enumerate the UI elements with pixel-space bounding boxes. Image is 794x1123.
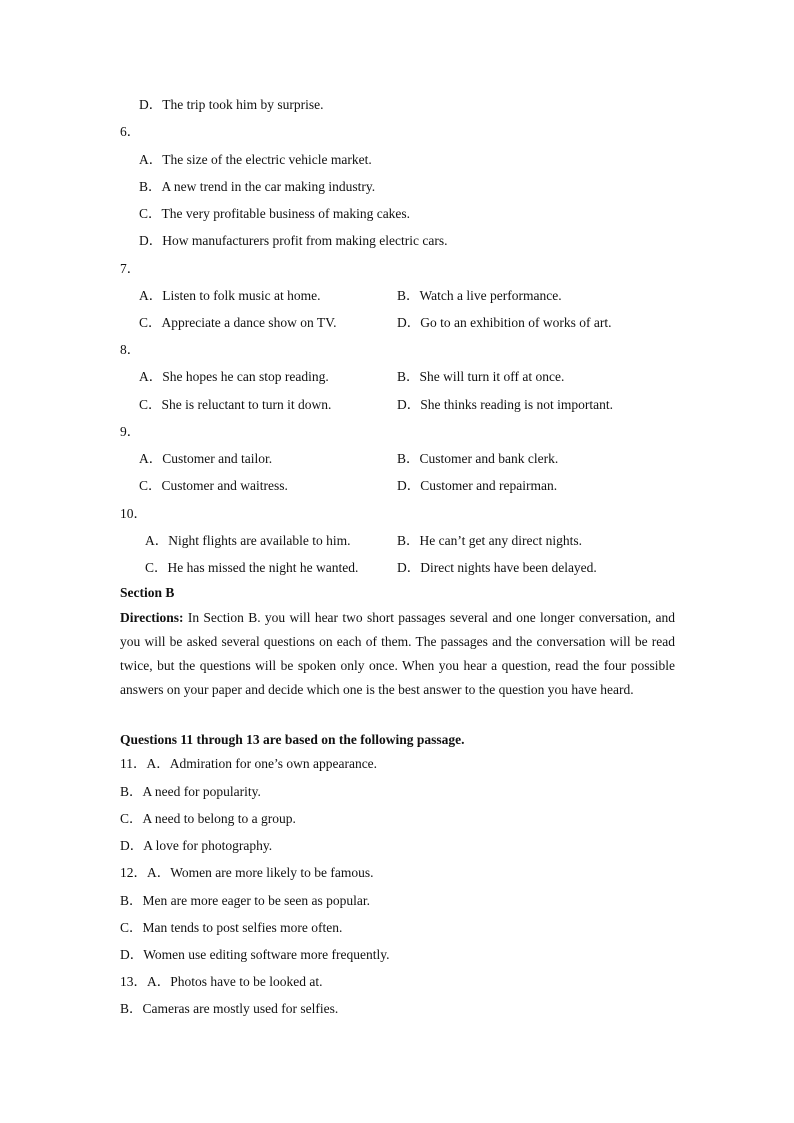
q8-option-c: C．She is reluctant to turn it down. — [139, 397, 332, 412]
q7-option-b: B．Watch a live performance. — [397, 288, 562, 303]
q12-option-c: C．Man tends to post selfies more often. — [120, 920, 343, 935]
q8-option-d: D．She thinks reading is not important. — [397, 397, 613, 412]
directions-text: In Section B. you will hear two short passages several and one longer conversation, and you will be asked several questions on each of them. The passages and the conversation will be read twice, but the questions will be spoken only once. When you hear a question, read the four possible answers on your paper and decide which one is the best answer to the question you have heard. — [120, 610, 675, 697]
q12-option-d: D．Women use editing software more frequently. — [120, 947, 390, 962]
q11-option-a: 11．A．Admiration for one’s own appearance. — [120, 756, 378, 771]
q10-option-a: A．Night flights are available to him. — [145, 533, 351, 548]
q7-option-c: C．Appreciate a dance show on TV. — [139, 315, 337, 330]
q10-option-d: D．Direct nights have been delayed. — [397, 560, 597, 575]
q9-number: 9． — [120, 424, 141, 439]
q11-option-d: D．A love for photography. — [120, 838, 273, 853]
section-b-directions — [120, 606, 675, 702]
q11-option-b: B．A need for popularity. — [120, 784, 261, 799]
q9-option-d: D．Customer and repairman. — [397, 478, 558, 493]
q8-option-a: A．She hopes he can stop reading. — [139, 369, 329, 384]
q13-option-b: B．Cameras are mostly used for selfies. — [120, 1001, 339, 1016]
q5-option-d: D．The trip took him by surprise. — [139, 97, 324, 112]
directions-label: Directions: — [120, 610, 184, 625]
q8-number: 8． — [120, 342, 141, 357]
q6-option-c: C．The very profitable business of making cakes. — [139, 206, 411, 221]
q7-number: 7． — [120, 261, 141, 276]
q6-option-a: A．The size of the electric vehicle market. — [139, 152, 372, 167]
q8-option-b: B．She will turn it off at once. — [397, 369, 565, 384]
q12-option-b: B．Men are more eager to be seen as popular. — [120, 893, 371, 908]
q7-option-d: D．Go to an exhibition of works of art. — [397, 315, 612, 330]
q6-option-b: B．A new trend in the car making industry. — [139, 179, 376, 194]
section-b-heading: Section B — [120, 585, 175, 600]
q7-option-a: A．Listen to folk music at home. — [139, 288, 321, 303]
q13-option-a: 13．A．Photos have to be looked at. — [120, 974, 323, 989]
q9-option-b: B．Customer and bank clerk. — [397, 451, 559, 466]
q9-option-a: A．Customer and tailor. — [139, 451, 273, 466]
passage-heading: Questions 11 through 13 are based on the following passage. — [120, 732, 465, 747]
q6-option-d: D．How manufacturers profit from making electric cars. — [139, 233, 448, 248]
q10-number: 10． — [120, 506, 147, 521]
q10-option-c: C．He has missed the night he wanted. — [145, 560, 359, 575]
q6-number: 6． — [120, 124, 141, 139]
q9-option-c: C．Customer and waitress. — [139, 478, 288, 493]
q10-option-b: B．He can’t get any direct nights. — [397, 533, 582, 548]
q12-option-a: 12．A．Women are more likely to be famous. — [120, 865, 374, 880]
q11-option-c: C．A need to belong to a group. — [120, 811, 296, 826]
